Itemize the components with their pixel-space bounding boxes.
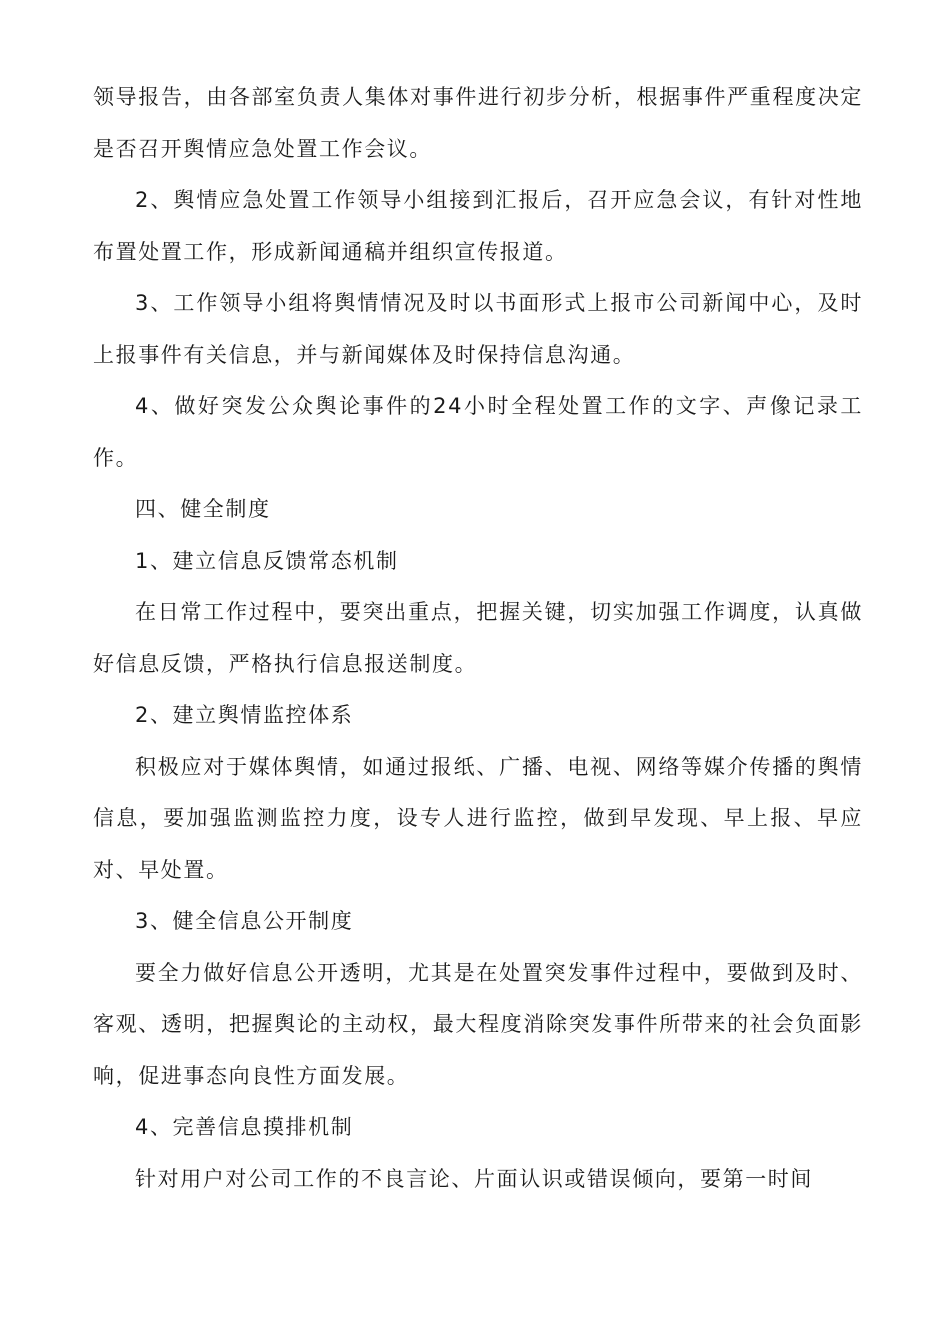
document-body — [93, 72, 863, 1205]
subheading-2: 2、建立舆情监控体系 — [135, 703, 354, 727]
subheading-1: 1、建立信息反馈常态机制 — [135, 548, 399, 573]
subheading-4: 4、完善信息摸排机制 — [135, 1115, 354, 1139]
paragraph-body: 针对用户对公司工作的不良言论、片面认识或错误倾向，要第一时间 — [135, 1166, 813, 1191]
section-heading: 四、健全制度 — [135, 497, 271, 521]
paragraph-body: 在日常工作过程中，要突出重点，把握关键，切实加强工作调度，认真做好信息反馈，严格执行信息报送制度。 — [93, 600, 863, 676]
paragraph-item-2: 2、舆情应急处置工作领导小组接到汇报后，召开应急会议，有针对性地布置处置工作，形成新闻通稿并组织宣传报道。 — [93, 188, 863, 264]
paragraph-item-3: 3、工作领导小组将舆情情况及时以书面形式上报市公司新闻中心，及时上报事件有关信息，并与新闻媒体及时保持信息沟通。 — [93, 291, 863, 367]
paragraph-body: 积极应对于媒体舆情，如通过报纸、广播、电视、网络等媒介传播的舆情信息，要加强监测监控力度，设专人进行监控，做到早发现、早上报、早应对、早处置。 — [93, 754, 863, 882]
paragraph-body: 要全力做好信息公开透明，尤其是在处置突发事件过程中，要做到及时、客观、透明，把握舆论的主动权，最大程度消除突发事件所带来的社会负面影响，促进事态向良性方面发展。 — [93, 960, 863, 1088]
paragraph-item-4: 4、做好突发公众舆论事件的24小时全程处置工作的文字、声像记录工作。 — [93, 394, 863, 470]
subheading-3: 3、健全信息公开制度 — [135, 909, 354, 933]
paragraph-continuation: 领导报告，由各部室负责人集体对事件进行初步分析，根据事件严重程度决定是否召开舆情应急处置工作会议。 — [93, 85, 863, 161]
